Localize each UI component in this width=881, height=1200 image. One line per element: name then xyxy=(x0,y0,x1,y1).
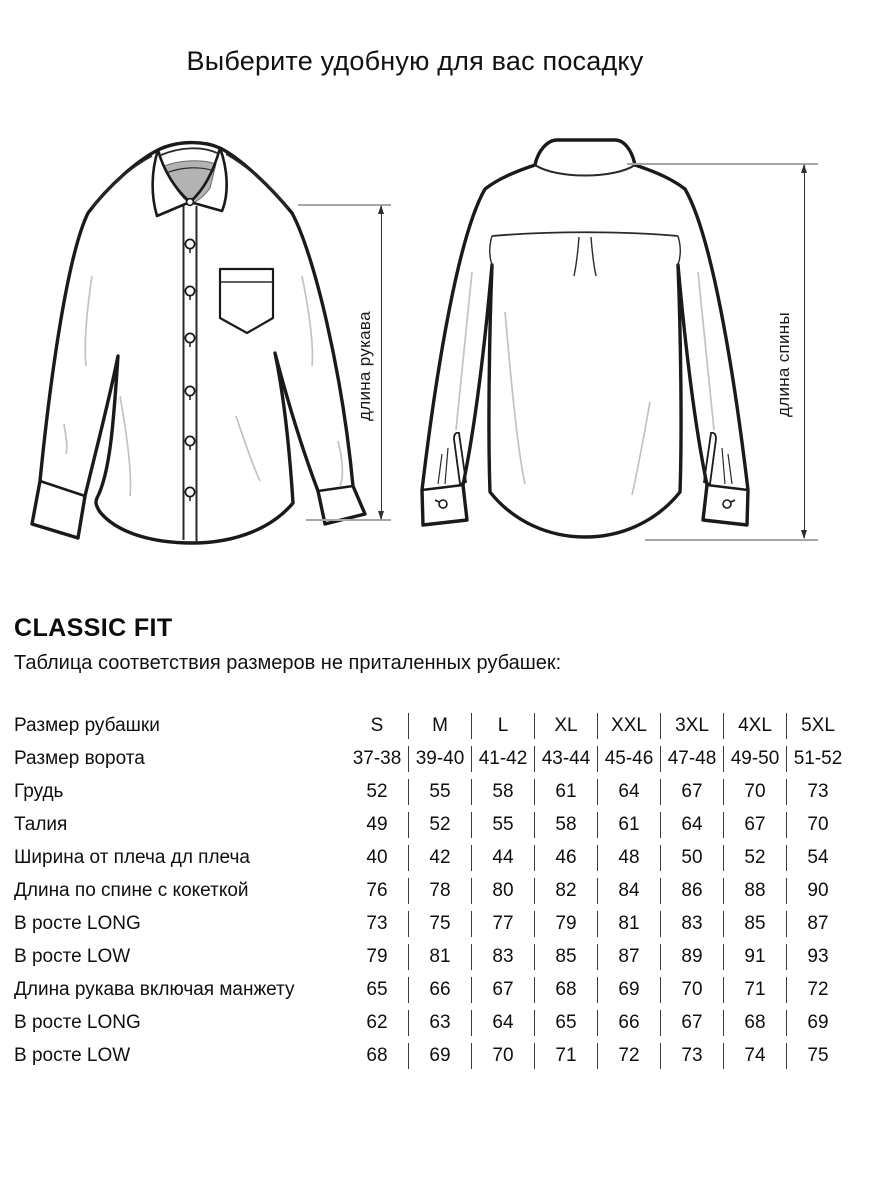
size-cell: 40 xyxy=(366,847,388,868)
table-row xyxy=(14,1010,849,1036)
row-label: Длина рукава включая манжету xyxy=(14,979,295,1000)
size-cell: 75 xyxy=(408,911,471,937)
size-cell: 39-40 xyxy=(408,746,471,772)
size-cell: 50 xyxy=(660,845,723,871)
size-cell: 58 xyxy=(534,812,597,838)
size-cell: 67 xyxy=(660,1010,723,1036)
table-row xyxy=(14,845,849,871)
size-cell: 85 xyxy=(723,911,786,937)
size-cell: 72 xyxy=(597,1043,660,1069)
size-cell: 90 xyxy=(786,878,849,904)
table-row xyxy=(14,812,849,838)
size-cell: 61 xyxy=(534,779,597,805)
size-cell: 73 xyxy=(660,1043,723,1069)
size-cell: 82 xyxy=(534,878,597,904)
size-table xyxy=(14,706,849,1076)
size-cell: XL xyxy=(534,713,597,739)
size-cell: 79 xyxy=(534,911,597,937)
row-label: В росте LOW xyxy=(14,1045,131,1066)
back-length-tick-top xyxy=(627,163,818,165)
row-label: Грудь xyxy=(14,781,64,802)
row-label: В росте LOW xyxy=(14,946,131,967)
size-cell: 73 xyxy=(366,913,388,934)
fit-section-heading: CLASSIC FIT xyxy=(14,614,173,642)
size-cell: 73 xyxy=(786,779,849,805)
size-cell: 65 xyxy=(366,979,388,1000)
size-cell: 55 xyxy=(408,779,471,805)
size-cell: 71 xyxy=(723,977,786,1003)
size-cell: 81 xyxy=(597,911,660,937)
row-label: В росте LONG xyxy=(14,1012,141,1033)
size-cell: 52 xyxy=(723,845,786,871)
size-cell: 37-38 xyxy=(352,748,402,769)
back-length-tick-bottom xyxy=(645,539,818,541)
back-pleat-lines xyxy=(574,237,596,276)
size-cell: 47-48 xyxy=(660,746,723,772)
row-label: Размер ворота xyxy=(14,748,145,769)
size-cell: 62 xyxy=(366,1012,388,1033)
size-cell: 68 xyxy=(723,1010,786,1036)
size-cell: 45-46 xyxy=(597,746,660,772)
collar-band-back xyxy=(535,165,635,176)
size-cell: 44 xyxy=(471,845,534,871)
table-row xyxy=(14,911,849,937)
size-cell: 46 xyxy=(534,845,597,871)
table-row xyxy=(14,878,849,904)
shirt-back-drawing xyxy=(410,128,770,544)
size-cell: 69 xyxy=(408,1043,471,1069)
row-label: Ширина от плеча дл плеча xyxy=(14,847,250,868)
size-cell: 70 xyxy=(786,812,849,838)
size-cell: 83 xyxy=(471,944,534,970)
fabric-creases-back xyxy=(456,272,714,495)
cuff-buttons xyxy=(435,500,735,508)
table-row xyxy=(14,944,849,970)
fabric-creases xyxy=(64,276,342,496)
front-buttons xyxy=(185,199,194,501)
shirt-front-drawing xyxy=(28,138,373,550)
back-length-label: длина спины xyxy=(774,311,793,417)
table-row xyxy=(14,977,849,1003)
collar-band-inner-line xyxy=(161,148,217,155)
size-cell: 58 xyxy=(471,779,534,805)
size-cell: 76 xyxy=(366,880,388,901)
size-cell: 41-42 xyxy=(471,746,534,772)
size-cell: 91 xyxy=(723,944,786,970)
size-cell: 51-52 xyxy=(786,746,849,772)
armhole-seams xyxy=(490,236,681,265)
size-cell: 4XL xyxy=(723,713,786,739)
size-cell: 65 xyxy=(534,1010,597,1036)
size-cell: 69 xyxy=(597,977,660,1003)
shirt-front-body xyxy=(32,143,365,543)
size-cell: 87 xyxy=(786,911,849,937)
size-cell: 5XL xyxy=(786,713,849,739)
size-cell: 49 xyxy=(366,814,388,835)
size-table-container xyxy=(14,706,844,1076)
size-cell: 64 xyxy=(597,779,660,805)
size-cell: 74 xyxy=(723,1043,786,1069)
size-cell: 87 xyxy=(597,944,660,970)
size-cell: 78 xyxy=(408,878,471,904)
size-cell: 84 xyxy=(597,878,660,904)
back-yoke-seam xyxy=(492,232,678,236)
size-cell: 43-44 xyxy=(534,746,597,772)
table-row xyxy=(14,1043,849,1069)
size-cell: 69 xyxy=(786,1010,849,1036)
page-title: Выберите удобную для вас посадку xyxy=(186,46,644,76)
fit-section-subtitle: Таблица соответствия размеров не приталенных рубашек: xyxy=(14,652,562,674)
size-cell: 86 xyxy=(660,878,723,904)
size-cell: 67 xyxy=(471,977,534,1003)
table-row xyxy=(14,779,849,805)
size-cell: 81 xyxy=(408,944,471,970)
size-cell: 79 xyxy=(366,946,388,967)
size-cell: 71 xyxy=(534,1043,597,1069)
size-cell: 49-50 xyxy=(723,746,786,772)
size-cell: 77 xyxy=(471,911,534,937)
size-cell: 64 xyxy=(471,1010,534,1036)
size-cell: 67 xyxy=(723,812,786,838)
size-cell: 52 xyxy=(366,781,388,802)
size-cell: 63 xyxy=(408,1010,471,1036)
size-cell: 85 xyxy=(534,944,597,970)
size-cell: 68 xyxy=(366,1045,388,1066)
size-table-body xyxy=(14,713,849,1069)
row-label: Размер рубашки xyxy=(14,715,160,736)
size-cell: 70 xyxy=(471,1043,534,1069)
row-label: В росте LONG xyxy=(14,913,141,934)
size-cell: 42 xyxy=(408,845,471,871)
size-cell: 61 xyxy=(597,812,660,838)
size-cell: 67 xyxy=(660,779,723,805)
table-row xyxy=(14,746,849,772)
chest-pocket xyxy=(220,269,273,333)
size-cell: 66 xyxy=(408,977,471,1003)
size-cell: 89 xyxy=(660,944,723,970)
cuff-seam-lines-back xyxy=(422,485,748,490)
table-row xyxy=(14,713,849,739)
row-label: Талия xyxy=(14,814,68,835)
size-cell: 66 xyxy=(597,1010,660,1036)
size-cell: 72 xyxy=(786,977,849,1003)
size-cell: 64 xyxy=(660,812,723,838)
row-label: Длина по спине с кокеткой xyxy=(14,880,249,901)
size-cell: 54 xyxy=(786,845,849,871)
size-cell: 68 xyxy=(534,977,597,1003)
cuff-gather-lines xyxy=(438,448,732,484)
shirt-back-body xyxy=(422,140,748,537)
size-cell: S xyxy=(370,715,384,736)
size-cell: 83 xyxy=(660,911,723,937)
size-cell: 75 xyxy=(786,1043,849,1069)
size-cell: 70 xyxy=(660,977,723,1003)
size-cell: XXL xyxy=(597,713,660,739)
size-cell: 80 xyxy=(471,878,534,904)
size-cell: 70 xyxy=(723,779,786,805)
size-cell: 93 xyxy=(786,944,849,970)
size-cell: M xyxy=(408,713,471,739)
size-cell: 52 xyxy=(408,812,471,838)
size-cell: 48 xyxy=(597,845,660,871)
size-cell: 88 xyxy=(723,878,786,904)
back-length-arrow xyxy=(804,165,805,538)
size-cell: 3XL xyxy=(660,713,723,739)
size-cell: 55 xyxy=(471,812,534,838)
size-cell: L xyxy=(471,713,534,739)
sleeve-length-arrow xyxy=(381,206,382,519)
sleeve-length-label: длина рукава xyxy=(355,311,374,421)
